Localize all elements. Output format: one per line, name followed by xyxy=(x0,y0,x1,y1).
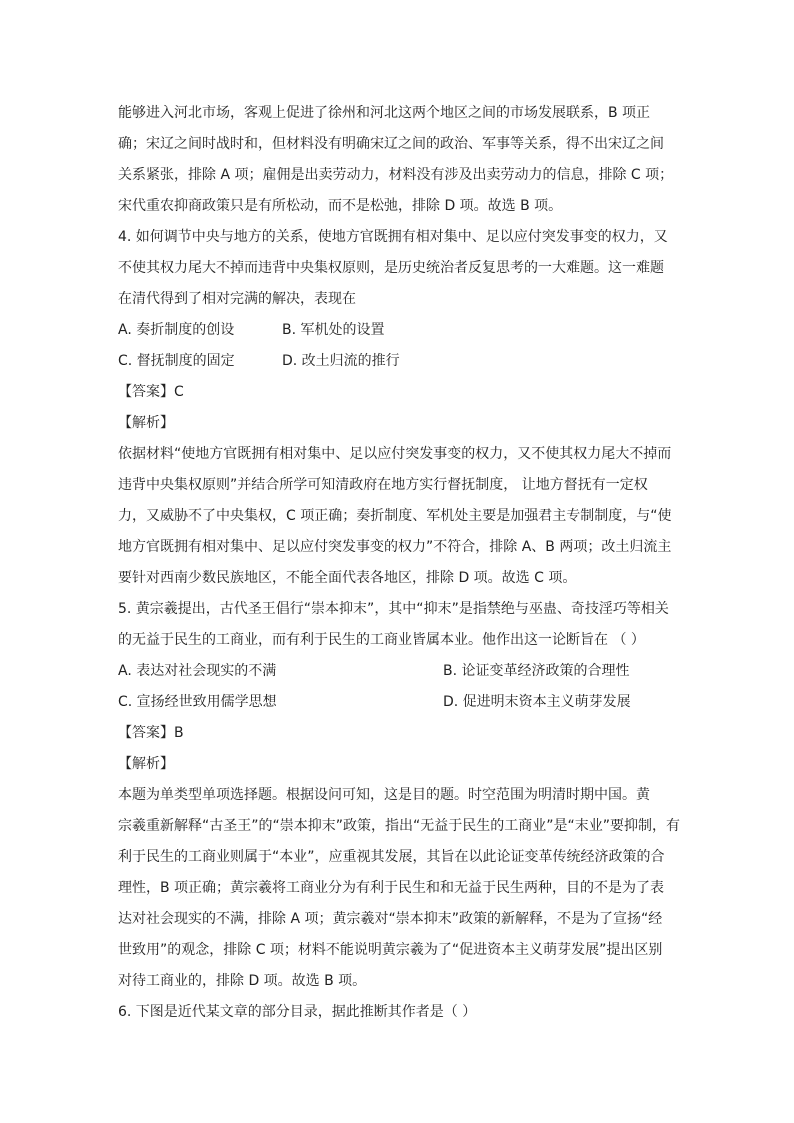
option-a: A. 表达对社会现实的不满 xyxy=(118,663,277,679)
text-line: 世致用”的观念，排除 C 项；材料不能说明黄宗羲为了“促进资本主义萌芽发展”提出区别 xyxy=(118,942,663,958)
intro-paragraph xyxy=(118,98,684,222)
text-line: 宗羲重新解释“古圣王”的“崇本抑末”政策，指出“无益于民生的工商业”是“末业”要抑制，有 xyxy=(118,818,681,834)
question-5-options-row-2 xyxy=(118,687,684,718)
text-line: 4. 如何调节中央与地方的关系，使地方官既拥有相对集中、足以应付突发事变的权力，又 xyxy=(118,229,668,245)
question-5-answer: 【答案】B xyxy=(118,725,184,741)
question-4-stem xyxy=(118,222,684,315)
option-d: D. 促进明末资本主义萌芽发展 xyxy=(443,694,631,710)
text-line: 违背中央集权原则”并结合所学可知清政府在地方实行督抚制度， 让地方督抚有一定权 xyxy=(118,477,648,493)
text-line: 的无益于民生的工商业，而有利于民生的工商业皆属本业。他作出这一论断旨在 （ ） xyxy=(118,632,645,648)
text-line: 要针对西南少数民族地区，不能全面代表各地区，排除 D 项。故选 C 项。 xyxy=(118,570,577,586)
question-5-analysis-label: 【解析】 xyxy=(118,756,174,772)
text-line: 理性，B 项正确；黄宗羲将工商业分为有利于民生和和无益于民生两种，目的不是为了表 xyxy=(118,880,665,896)
text-line: 6. 下图是近代某文章的部分目录，据此推断其作者是（ ） xyxy=(118,1004,477,1020)
option-b: B. 论证变革经济政策的合理性 xyxy=(443,663,630,679)
text-line: 宋代重农抑商政策只是有所松动，而不是松弛，排除 D 项。故选 B 项。 xyxy=(118,198,563,214)
question-5-options-row-1 xyxy=(118,656,684,687)
text-line: 依据材料“使地方官既拥有相对集中、足以应付突发事变的权力，又不使其权力尾大不掉而 xyxy=(118,446,672,462)
text-line: 利于民生的工商业则属于“本业”，应重视其发展，其旨在以此论证变革传统经济政策的合 xyxy=(118,849,665,865)
question-4-answer: 【答案】C xyxy=(118,384,184,400)
question-5-stem xyxy=(118,594,684,656)
text-line: 力，又威胁不了中央集权，C 项正确；奏折制度、军机处主要是加强君主专制制度，与“使 xyxy=(118,508,672,524)
option-b: B. 军机处的设置 xyxy=(282,322,385,338)
text-line: 达对社会现实的不满，排除 A 项；黄宗羲对“崇本抑末”政策的新解释，不是为了宣扬“经 xyxy=(118,911,663,927)
question-4-options-row-2 xyxy=(118,346,684,377)
text-line: 不使其权力尾大不掉而违背中央集权原则，是历史统治者反复思考的一大难题。这一难题 xyxy=(118,260,664,276)
option-a: A. 奏折制度的创设 xyxy=(118,322,235,338)
question-6-stem xyxy=(118,997,684,1028)
option-d: D. 改土归流的推行 xyxy=(282,353,400,369)
question-5-analysis xyxy=(118,780,684,997)
question-4-options-row-1 xyxy=(118,315,684,346)
question-4-analysis xyxy=(118,439,684,594)
question-4-analysis-label: 【解析】 xyxy=(118,415,174,431)
option-c: C. 宣扬经世致用儒学思想 xyxy=(118,694,277,710)
document-body xyxy=(118,98,684,1028)
text-line: 本题为单类型单项选择题。根据设问可知，这是目的题。时空范围为明清时期中国。黄 xyxy=(118,787,650,803)
text-line: 对待工商业的，排除 D 项。故选 B 项。 xyxy=(118,973,367,989)
text-line: 5. 黄宗羲提出，古代圣王倡行“崇本抑末”，其中“抑末”是指禁绝与巫蛊、奇技淫巧等相关 xyxy=(118,601,669,617)
option-c: C. 督抚制度的固定 xyxy=(118,353,235,369)
text-line: 能够进入河北市场，客观上促进了徐州和河北这两个地区之间的市场发展联系，B 项正 xyxy=(118,105,651,121)
text-line: 关系紧张，排除 A 项；雇佣是出卖劳动力，材料没有涉及出卖劳动力的信息，排除 C 项； xyxy=(118,167,674,183)
text-line: 地方官既拥有相对集中、足以应付突发事变的权力”不符合，排除 A、B 两项；改土归流主 xyxy=(118,539,672,555)
text-line: 在清代得到了相对完满的解决，表现在 xyxy=(118,291,356,307)
text-line: 确；宋辽之间时战时和，但材料没有明确宋辽之间的政治、军事等关系，得不出宋辽之间 xyxy=(118,136,664,152)
